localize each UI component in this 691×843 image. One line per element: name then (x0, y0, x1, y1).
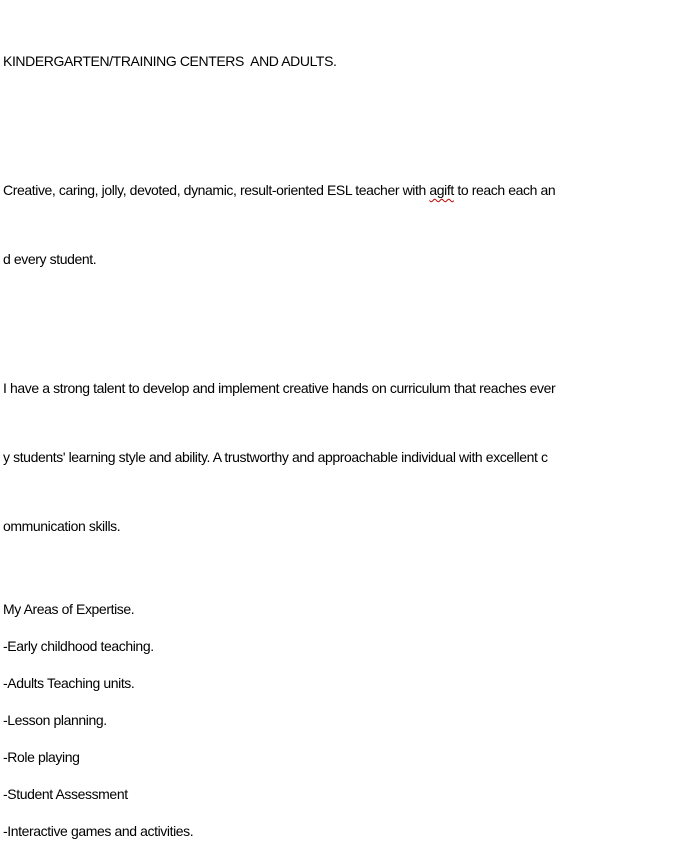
talent-line-1: I have a strong talent to develop and implement creative hands on curriculum that reaches ever (3, 380, 556, 396)
expertise-item: -Role playing (3, 749, 80, 765)
intro-line-2: d every student. (3, 251, 97, 267)
talent-paragraph (3, 331, 691, 584)
talent-line-3: ommunication skills. (3, 518, 121, 534)
heading-text: KINDERGARTEN/TRAINING CENTERS AND ADULTS. (3, 53, 337, 69)
intro-line1-after-typo: to reach each an (453, 182, 556, 198)
document-heading (3, 4, 691, 119)
expertise-item: -Lesson planning. (3, 712, 107, 728)
expertise-item: -Early childhood teaching. (3, 638, 154, 654)
expertise-item: -Student Assessment (3, 786, 128, 802)
talent-line-2: y students' learning style and ability. A trustworthy and approachable individual with excellent c (3, 449, 548, 465)
intro-line1-before-typo: Creative, caring, jolly, devoted, dynamic, result-oriented ESL teacher with (3, 182, 430, 198)
expertise-item: -Adults Teaching units. (3, 675, 135, 691)
intro-line-1 (3, 179, 691, 202)
expertise-item: -Interactive games and activities. (3, 823, 194, 839)
expertise-heading: My Areas of Expertise. (3, 601, 135, 617)
intro-paragraph (3, 133, 691, 317)
misspelled-word: agift (429, 182, 454, 198)
